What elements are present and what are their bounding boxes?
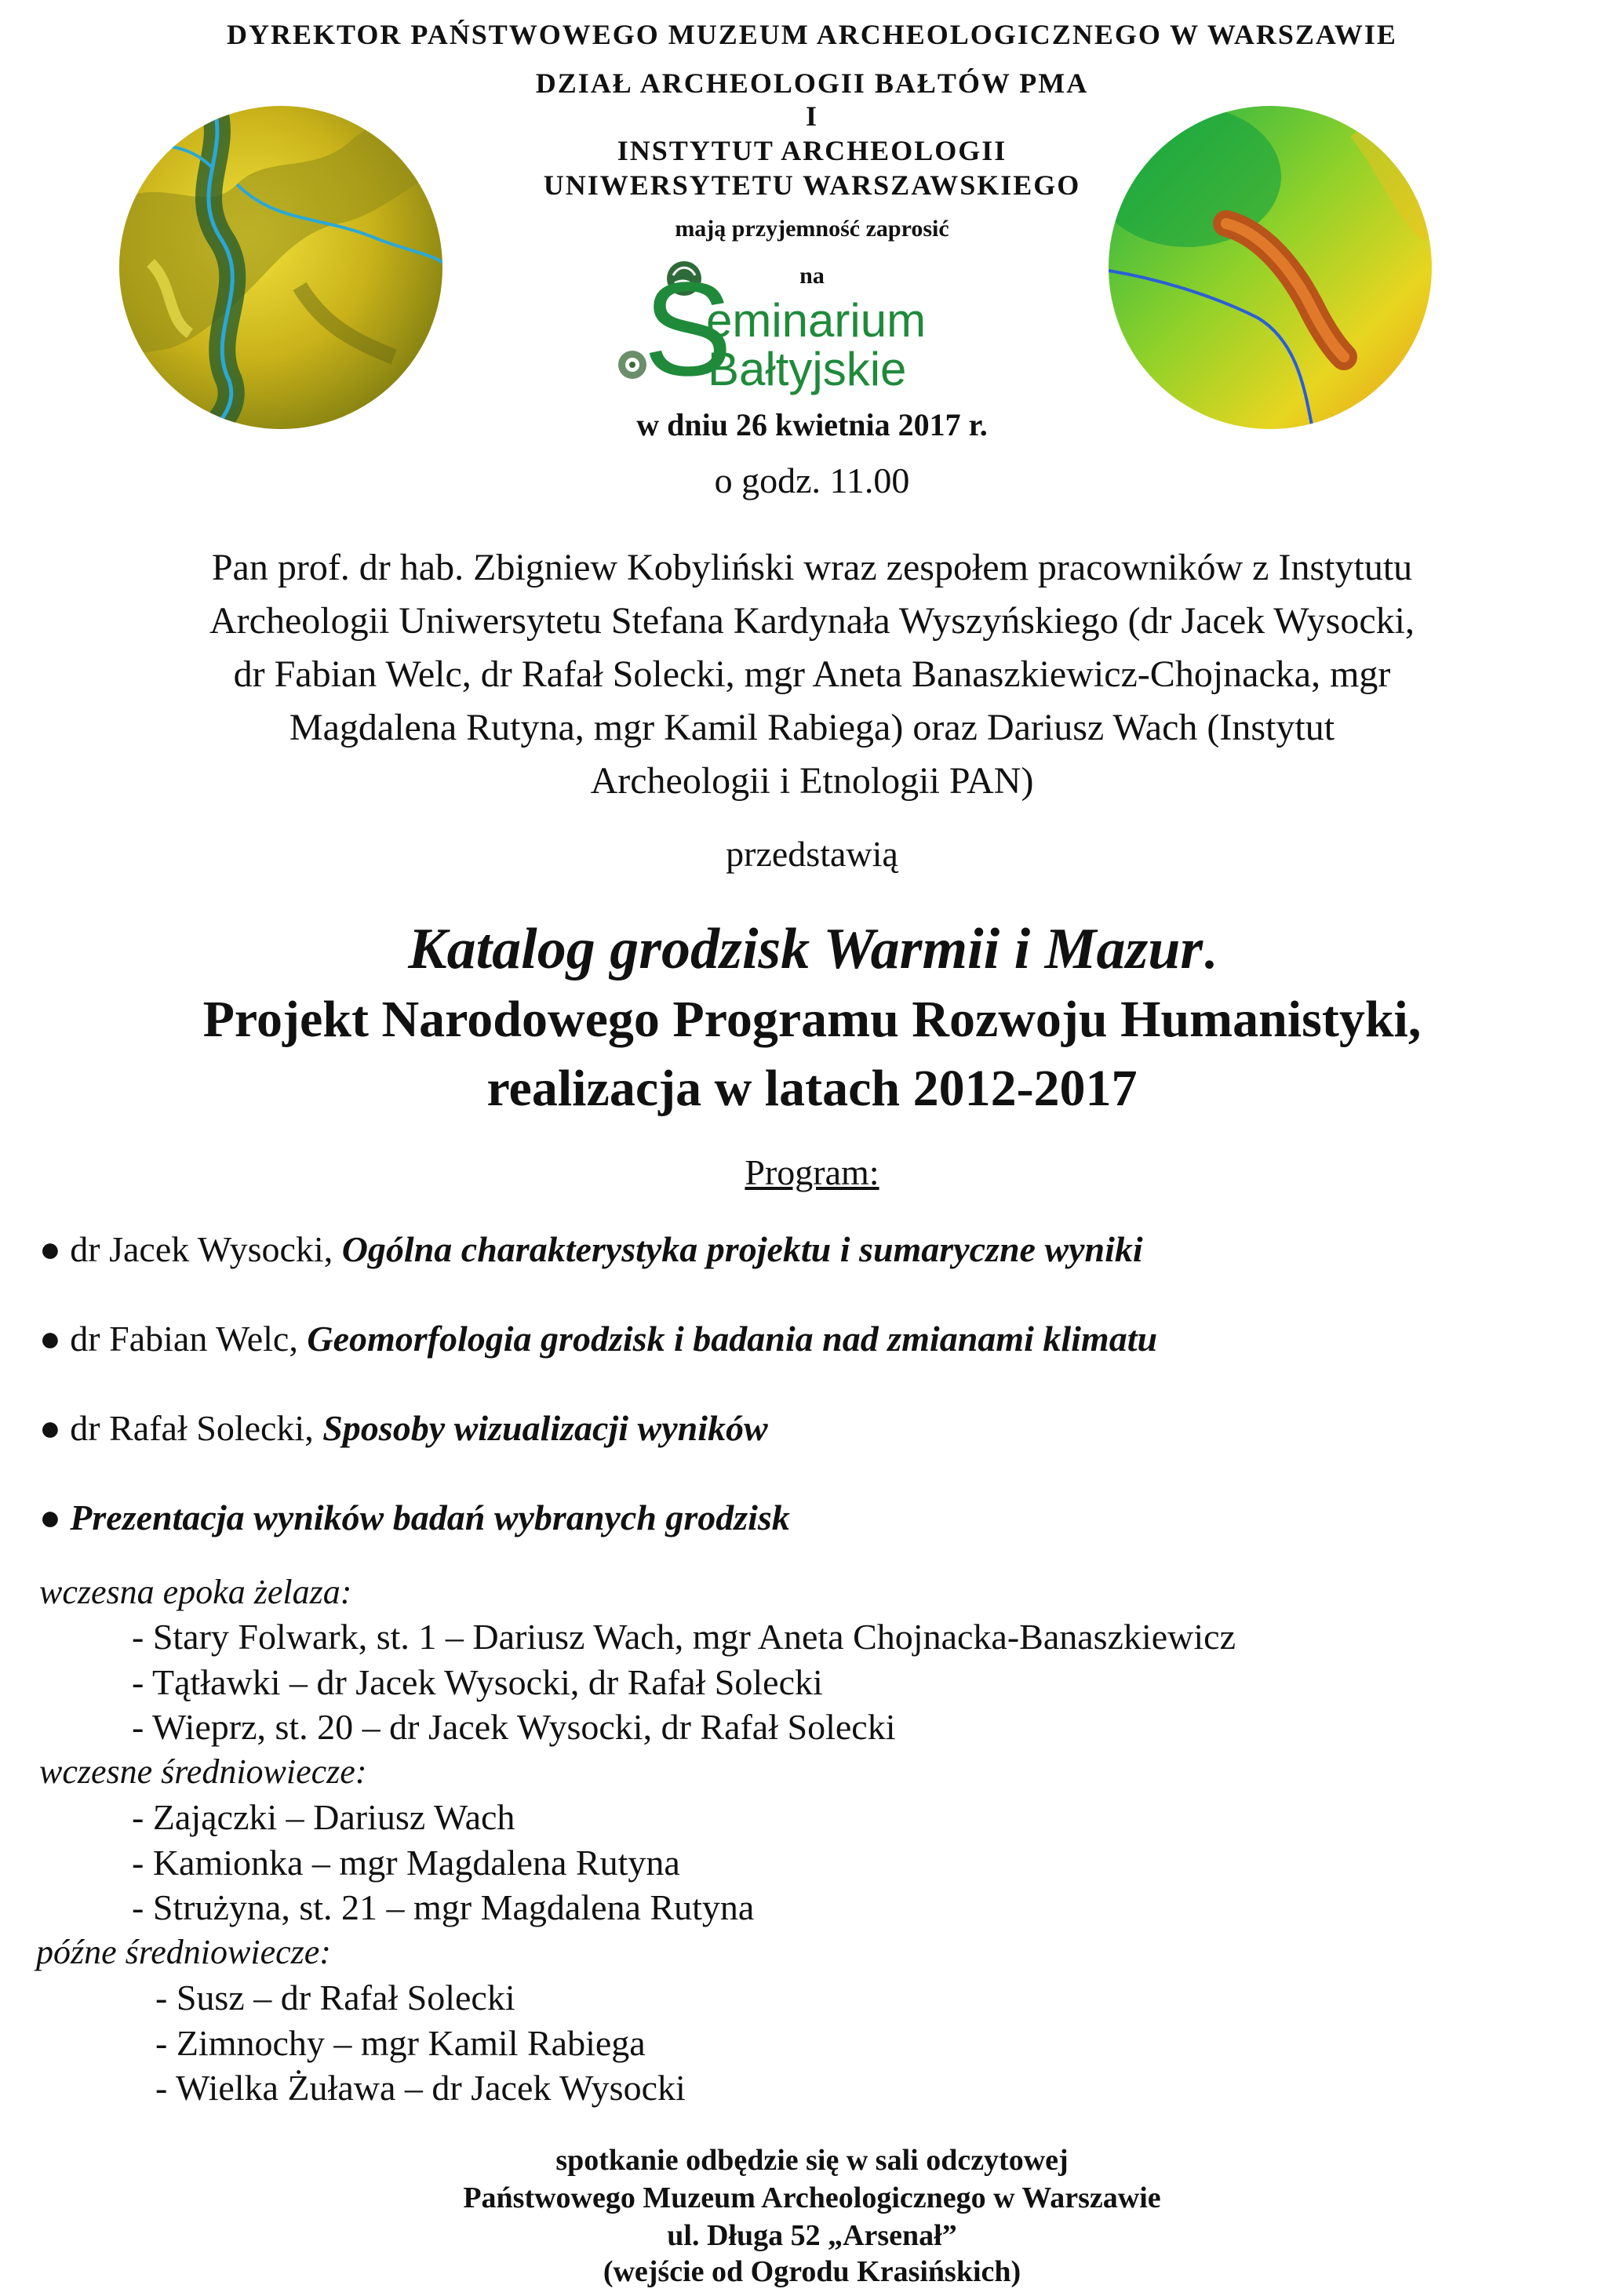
site-entry: - Tątławki – dr Jacek Wysocki, dr Rafał Solecki <box>132 1662 823 1702</box>
site-entry: - Strużyna, st. 21 – mgr Magdalena Rutyna <box>132 1887 755 1927</box>
site-entry: - Stary Folwark, st. 1 – Dariusz Wach, mgr Aneta Chojnacka-Banaszkiewicz <box>132 1617 1236 1657</box>
event-time: o godz. 11.00 <box>714 460 910 500</box>
seminarium-logo-line2: Bałtyjskie <box>708 343 907 395</box>
program-item <box>39 1228 1143 1270</box>
event-date: w dniu 26 kwietnia 2017 r. <box>636 407 988 442</box>
presents-text: przedstawią <box>726 834 898 874</box>
seminarium-logo <box>612 255 941 404</box>
header-conjunction: I <box>805 100 818 132</box>
seminarium-logo-line1: eminarium <box>706 294 927 347</box>
site-entry: - Wielka Żuława – dr Jacek Wysocki <box>155 2068 686 2108</box>
program-speaker: dr Fabian Welc, <box>70 1319 308 1359</box>
header-invite: mają przyjemność zaprosić <box>675 216 949 242</box>
epoch-heading: wczesna epoka żelaza: <box>39 1573 352 1611</box>
title-line-1 <box>0 916 1624 983</box>
epoch-heading: późne średniowiecze: <box>36 1933 331 1971</box>
title-line-3: realizacja w latach 2012-2017 <box>486 1060 1138 1117</box>
program-speaker: dr Jacek Wysocki, <box>70 1229 342 1269</box>
epoch-heading: wczesne średniowiecze: <box>39 1752 367 1791</box>
program-topic: Ogólna charakterystyka projektu i sumaryczne wyniki <box>341 1229 1143 1269</box>
header-director: DYREKTOR PAŃSTWOWEGO MUZEUM ARCHEOLOGICZNEGO W WARSZAWIE <box>227 19 1397 50</box>
program-item <box>39 1318 1157 1359</box>
header-university: UNIWERSYTETU WARSZAWSKIEGO <box>543 169 1081 201</box>
program-item <box>39 1497 790 1538</box>
intro-line-2: Archeologii Uniwersytetu Stefana Kardynała Wyszyńskiego (dr Jacek Wysocki, <box>209 600 1415 642</box>
program-topic: Sposoby wizualizacji wyników <box>322 1408 768 1448</box>
site-entry: - Kamionka – mgr Magdalena Rutyna <box>132 1843 680 1883</box>
header-institute: INSTYTUT ARCHEOLOGII <box>617 135 1007 166</box>
program-heading <box>0 1152 1624 1193</box>
title-line-2: Projekt Narodowego Programu Rozwoju Humanistyki, <box>202 991 1422 1048</box>
site-entry: - Zimnochy – mgr Kamil Rabiega <box>155 2023 646 2063</box>
footer-address: ul. Długa 52 „Arsenał” <box>667 2219 957 2252</box>
site-entry: - Susz – dr Rafał Solecki <box>155 1978 515 2018</box>
seminarium-logo-s: S <box>643 255 733 404</box>
site-entry: - Zajączki – Dariusz Wach <box>132 1797 515 1837</box>
footer-line-2: Państwowego Muzeum Archeologicznego w Warszawie <box>463 2181 1161 2214</box>
intro-line-5: Archeologii i Etnologii PAN) <box>590 760 1034 802</box>
footer-entrance: (wejście od Ogrodu Krasińskich) <box>603 2255 1021 2288</box>
program-topic: Prezentacja wyników badań wybranych grodzisk <box>70 1497 790 1537</box>
program-speaker: dr Rafał Solecki, <box>70 1408 323 1448</box>
site-entry: - Wieprz, st. 20 – dr Jacek Wysocki, dr Rafał Solecki <box>132 1707 896 1747</box>
bullet-icon: ● <box>39 1408 61 1448</box>
program-item <box>39 1407 768 1449</box>
intro-line-4: Magdalena Rutyna, mgr Kamil Rabiega) oraz Dariusz Wach (Instytut <box>289 707 1335 748</box>
intro-line-3: dr Fabian Welc, dr Rafał Solecki, mgr Aneta Banaszkiewicz-Chojnacka, mgr <box>233 653 1391 695</box>
program-heading-text: Program: <box>745 1152 879 1192</box>
header-na: na <box>799 263 825 289</box>
intro-line-1: Pan prof. dr hab. Zbigniew Kobyliński wraz zespołem pracowników z Instytutu <box>211 547 1413 588</box>
bullet-icon: ● <box>39 1497 61 1537</box>
footer-line-1: spotkanie odbędzie się w sali odczytowej <box>555 2144 1069 2177</box>
header-department: DZIAŁ ARCHEOLOGII BAŁTÓW PMA <box>535 67 1089 99</box>
title-dot: . <box>1203 922 1216 980</box>
bullet-icon: ● <box>39 1319 61 1359</box>
title-italic: Katalog grodzisk Warmii i Mazur <box>408 917 1203 981</box>
bullet-icon: ● <box>39 1229 61 1269</box>
program-topic: Geomorfologia grodzisk i badania nad zmianami klimatu <box>307 1319 1158 1359</box>
